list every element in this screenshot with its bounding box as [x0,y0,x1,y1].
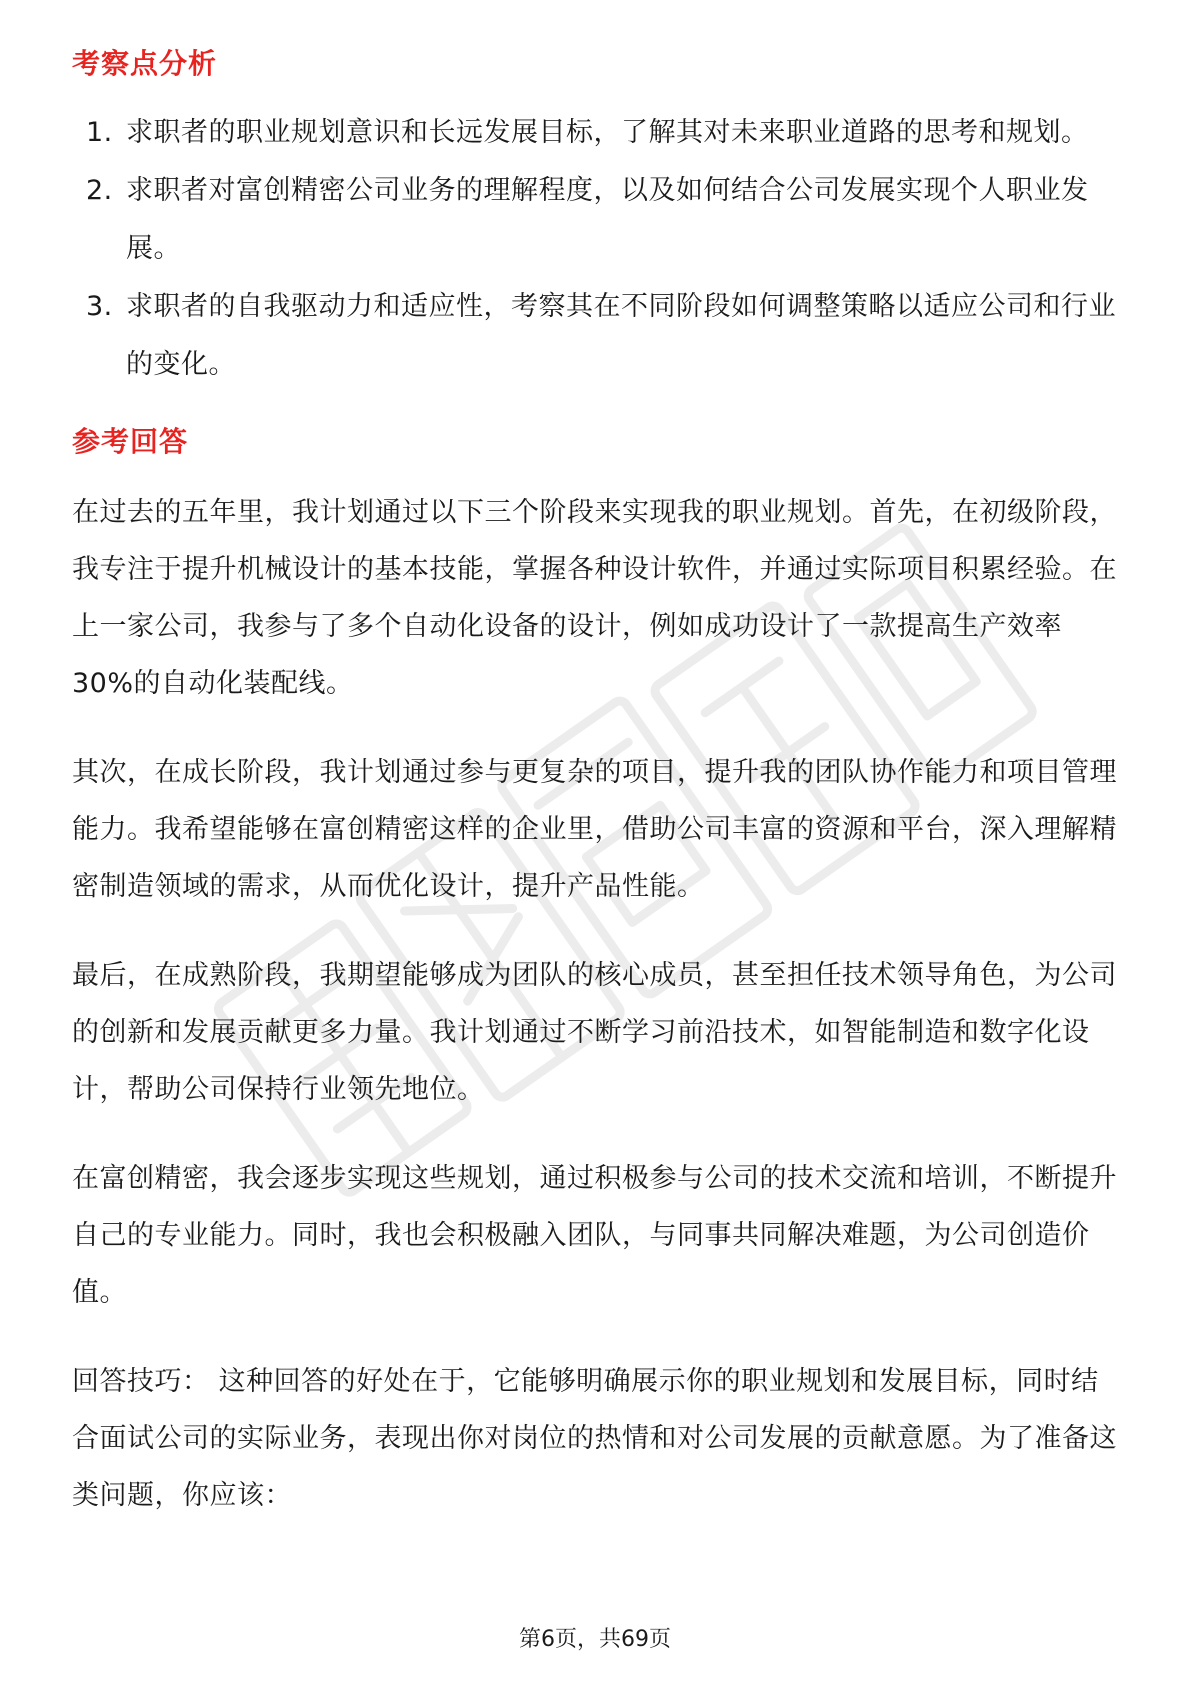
point-text: 求职者的自我驱动力和适应性，考察其在不同阶段如何调整策略以适应公司和行业的变化。 [126,291,1116,380]
answer-paragraph: 最后，在成熟阶段，我期望能够成为团队的核心成员，甚至担任技术领导角色，为公司的创新和发展贡献更多力量。我计划通过不断学习前沿技术，如智能制造和数字化设计，帮助公司保持行业领先地位。 [72,960,1117,1105]
point-number: 1. [86,117,113,148]
analysis-point [72,278,1122,394]
point-number: 3. [86,291,113,322]
answer-paragraph: 在富创精密，我会逐步实现这些规划，通过积极参与公司的技术交流和培训，不断提升自己的专业能力。同时，我也会积极融入团队，与同事共同解决难题，为公司创造价值。 [72,1163,1117,1308]
analysis-heading: 考察点分析 [72,47,218,80]
document-content [72,44,1122,1556]
answer-tips-paragraph: 回答技巧： 这种回答的好处在于，它能够明确展示你的职业规划和发展目标，同时结合面试公司的实际业务，表现出你对岗位的热情和对公司发展的贡献意愿。为了准备这类问题，你应该： [72,1366,1117,1511]
point-text: 求职者的职业规划意识和长远发展目标，了解其对未来职业道路的思考和规划。 [126,117,1089,148]
analysis-point-list [72,104,1122,394]
answer-heading: 参考回答 [72,425,189,458]
point-text: 求职者对富创精密公司业务的理解程度，以及如何结合公司发展实现个人职业发展。 [126,175,1089,264]
analysis-point [72,162,1122,278]
analysis-point [72,104,1122,162]
point-number: 2. [86,175,113,206]
answer-paragraph: 其次，在成长阶段，我计划通过参与更复杂的项目，提升我的团队协作能力和项目管理能力。我希望能够在富创精密这样的企业里，借助公司丰富的资源和平台，深入理解精密制造领域的需求，从而优化设计，提升产品性能。 [72,757,1117,902]
answer-paragraph: 在过去的五年里，我计划通过以下三个阶段来实现我的职业规划。首先，在初级阶段，我专注于提升机械设计的基本技能，掌握各种设计软件，并通过实际项目积累经验。在上一家公司，我参与了多个自动化设备的设计，例如成功设计了一款提高生产效率30%的自动化装配线。 [72,497,1117,699]
page-number-footer: 第6页，共69页 [519,1627,671,1652]
